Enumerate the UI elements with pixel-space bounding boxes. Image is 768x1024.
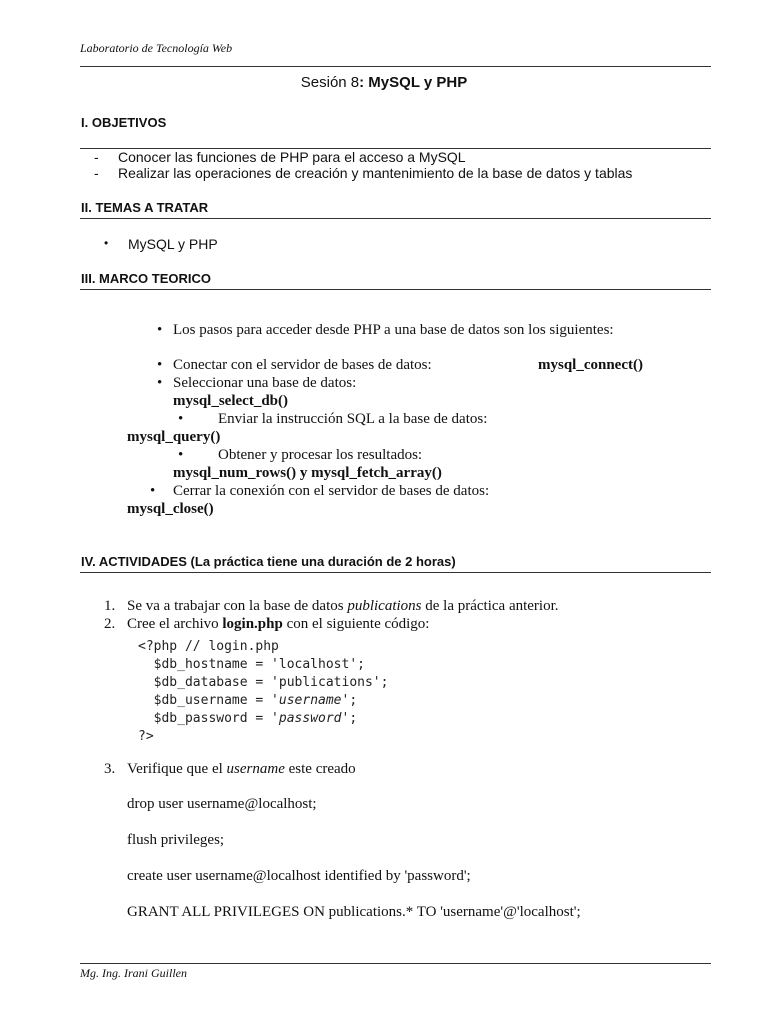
page-footer-text: Mg. Ing. Irani Guillen bbox=[80, 966, 187, 980]
section-rule-actividades bbox=[80, 572, 711, 573]
footer-rule bbox=[80, 963, 711, 964]
code-line: <?php // login.php bbox=[138, 639, 279, 654]
section-heading-marco: III. MARCO TEORICO bbox=[81, 271, 211, 286]
objetivo-item-2: Realizar las operaciones de creación y mantenimiento de la base de datos y tablas bbox=[118, 165, 633, 181]
bullet-icon: • bbox=[157, 357, 163, 373]
marco-step-1-function: mysql_connect() bbox=[538, 357, 643, 373]
marco-step-1: Conectar con el servidor de bases de datos: bbox=[173, 357, 432, 373]
page-header-text: Laboratorio de Tecnología Web bbox=[80, 41, 233, 55]
objetivo-dash-1: - bbox=[94, 149, 99, 165]
objetivo-dash-2: - bbox=[94, 165, 99, 181]
code-line: ?> bbox=[138, 729, 154, 744]
marco-step-2-function: mysql_select_db() bbox=[173, 393, 288, 409]
bullet-icon: • bbox=[157, 322, 163, 338]
marco-step-4-function: mysql_num_rows() y mysql_fetch_array() bbox=[173, 465, 442, 481]
code-line: $db_database = 'publications'; bbox=[138, 675, 389, 690]
activity-number-2: 2. bbox=[104, 616, 116, 632]
sql-command-grant: GRANT ALL PRIVILEGES ON publications.* TO 'username'@'localhost'; bbox=[127, 904, 581, 920]
bullet-icon: • bbox=[178, 447, 184, 463]
code-line: $db_hostname = 'localhost'; bbox=[138, 657, 365, 672]
activity-number-1: 1. bbox=[104, 598, 116, 614]
section-rule-temas bbox=[80, 218, 711, 219]
section-heading-actividades: IV. ACTIVIDADES (La práctica tiene una duración de 2 horas) bbox=[81, 554, 456, 569]
section-rule-marco bbox=[80, 289, 711, 290]
activity-item-1: Se va a trabajar con la base de datos publications de la práctica anterior. bbox=[127, 598, 559, 614]
bullet-icon: • bbox=[157, 375, 163, 391]
bullet-icon: • bbox=[178, 411, 184, 427]
marco-step-3: Enviar la instrucción SQL a la base de datos: bbox=[218, 411, 488, 427]
section-heading-objetivos: I. OBJETIVOS bbox=[81, 115, 167, 130]
activity-item-3: Verifique que el username este creado bbox=[127, 761, 356, 777]
sql-command-create-user: create user username@localhost identified by 'password'; bbox=[127, 868, 471, 884]
code-block-login-php bbox=[138, 638, 388, 746]
activity-item-2: Cree el archivo login.php con el siguiente código: bbox=[127, 616, 430, 632]
code-line: $db_username = 'username'; bbox=[138, 693, 358, 708]
objetivo-item-1: Conocer las funciones de PHP para el acceso a MySQL bbox=[118, 149, 466, 165]
section-heading-temas: II. TEMAS A TRATAR bbox=[81, 200, 209, 215]
sql-command-flush: flush privileges; bbox=[127, 832, 225, 848]
header-rule bbox=[80, 66, 711, 67]
marco-step-5-function: mysql_close() bbox=[127, 501, 214, 517]
bullet-icon: • bbox=[104, 236, 109, 250]
marco-step-5: Cerrar la conexión con el servidor de bases de datos: bbox=[173, 483, 490, 499]
marco-step-4: Obtener y procesar los resultados: bbox=[218, 447, 423, 463]
marco-step-2: Seleccionar una base de datos: bbox=[173, 375, 357, 391]
marco-step-3-function: mysql_query() bbox=[127, 429, 221, 445]
code-line: $db_password = 'password'; bbox=[138, 711, 358, 726]
page-title: Sesión 8: MySQL y PHP bbox=[300, 74, 468, 91]
activity-number-3: 3. bbox=[104, 761, 116, 777]
tema-item-1: MySQL y PHP bbox=[128, 236, 218, 252]
bullet-icon: • bbox=[150, 483, 156, 499]
sql-command-drop-user: drop user username@localhost; bbox=[127, 796, 317, 812]
marco-intro: Los pasos para acceder desde PHP a una base de datos son los siguientes: bbox=[173, 322, 614, 338]
